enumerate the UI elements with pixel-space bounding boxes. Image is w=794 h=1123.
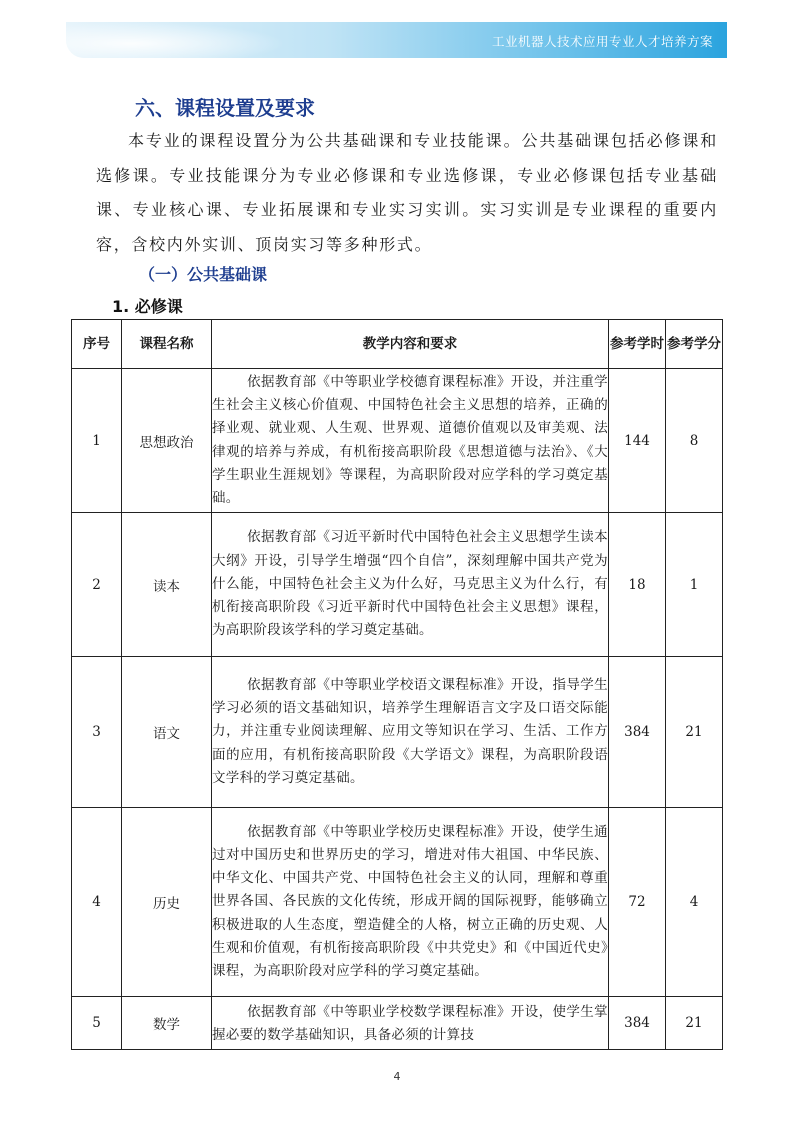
row-credits: 21 [666, 657, 723, 808]
section-heading: 六、课程设置及要求 [135, 96, 315, 120]
row-hours: 144 [609, 369, 666, 513]
row-hours: 384 [609, 997, 666, 1050]
course-table [71, 319, 723, 1050]
row-credits: 4 [666, 808, 723, 997]
subsubsection-heading: 1. 必修课 [112, 297, 183, 316]
row-credits: 21 [666, 997, 723, 1050]
row-content: 依据教育部《中等职业学校语文课程标准》开设，指导学生学习必须的语文基础知识，培养学生理解语言文字及口语交际能力，并注重专业阅读理解、应用文等知识在学习、生活、工作方面的应用，有机衔接高职阶段《大学语文》课程，为高职阶段语文学科的学习奠定基础。 [212, 657, 609, 808]
row-content: 依据教育部《中等职业学校德育课程标准》开设，并注重学生社会主义核心价值观、中国特色社会主义思想的培养，正确的择业观、就业观、人生观、世界观、道德价值观以及审美观、法律观的培养与养成，有机衔接高职阶段《思想道德与法治》、《大学生职业生涯规划》等课程，为高职阶段对应学科的学习奠定基础。 [212, 369, 609, 513]
row-no: 1 [72, 369, 122, 513]
row-course-name: 语文 [122, 657, 212, 808]
row-hours: 18 [609, 513, 666, 657]
row-hours: 384 [609, 657, 666, 808]
row-course-name: 数学 [122, 997, 212, 1050]
row-content [212, 997, 609, 1050]
row-course-name: 读本 [122, 513, 212, 657]
row-content-text: 依据教育部《中等职业学校数学课程标准》开设，使学生掌握必要的数学基础知识，具备必须的计算技 [212, 1004, 608, 1044]
table-header-row [72, 320, 723, 369]
row-no: 2 [72, 513, 122, 657]
header-hours: 参考学时 [609, 320, 666, 369]
row-course-name: 历史 [122, 808, 212, 997]
row-course-name: 思想政治 [122, 369, 212, 513]
header-course-name: 课程名称 [122, 320, 212, 369]
row-no: 3 [72, 657, 122, 808]
subsection-heading: （一）公共基础课 [139, 265, 268, 284]
row-hours: 72 [609, 808, 666, 997]
header-band [66, 22, 727, 58]
table-row [72, 997, 723, 1050]
row-no: 4 [72, 808, 122, 997]
table-row [72, 808, 723, 997]
row-no: 5 [72, 997, 122, 1050]
header-content: 教学内容和要求 [212, 320, 609, 369]
row-credits: 8 [666, 369, 723, 513]
row-content: 依据教育部《中等职业学校历史课程标准》开设，使学生通过对中国历史和世界历史的学习，增进对伟大祖国、中华民族、中华文化、中国共产党、中国特色社会主义的认同，理解和尊重世界各国、各民族的文化传统，形成开阔的国际视野，能够确立积极进取的人生态度，塑造健全的人格，树立正确的历史观、人生观和价值观，有机衔接高职阶段《中共党史》和《中国近代史》课程，为高职阶段对应学科的学习奠定基础。 [212, 808, 609, 997]
table-row [72, 657, 723, 808]
row-credits: 1 [666, 513, 723, 657]
section-intro: 本专业的课程设置分为公共基础课和专业技能课。公共基础课包括必修课和选修课。专业技能课分为专业必修课和专业选修课，专业必修课包括专业基础课、专业核心课、专业拓展课和专业实习实训。实习实训是专业课程的重要内容，含校内外实训、顶岗实习等多种形式。 [96, 131, 718, 254]
page-number: 4 [393, 1070, 401, 1083]
header-no: 序号 [72, 320, 122, 369]
table-row [72, 369, 723, 513]
table-row [72, 513, 723, 657]
header-credits: 参考学分 [666, 320, 723, 369]
row-content: 依据教育部《习近平新时代中国特色社会主义思想学生读本大纲》开设，引导学生增强“四个自信”，深刻理解中国共产党为什么能，中国特色社会主义为什么好，马克思主义为什么行，有机衔接高职阶段《习近平新时代中国特色社会主义思想》课程，为高职阶段该学科的学习奠定基础。 [212, 513, 609, 657]
document-title: 工业机器人技术应用专业人才培养方案 [491, 34, 713, 49]
